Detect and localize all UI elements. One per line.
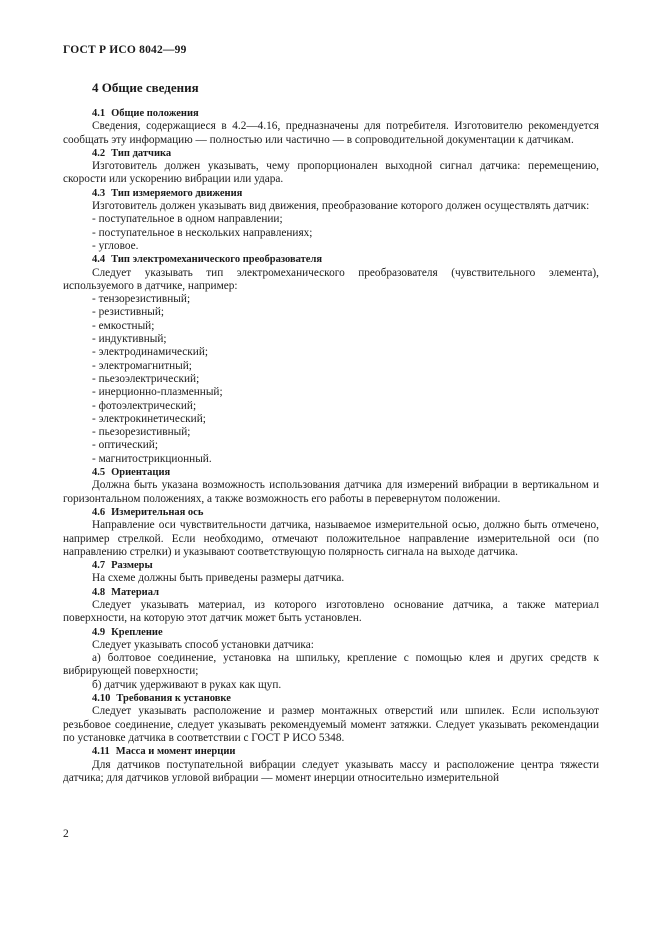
section-title: Крепление [111,626,163,638]
section-number: 4.8 [92,586,106,598]
list-item: - поступательное в нескольких направлениях; [92,226,313,239]
section-title: Масса и момент инерции [115,746,236,758]
list-item: - электродинамический; [92,346,209,359]
section-number: 4.6 [92,506,106,518]
paragraph: Должна быть указана возможность использования датчика для измерений вибрации в вертикальном и горизонтальном положениях, а также возможность его работы в перевернутом положении. [63,479,599,505]
paragraph: Направление оси чувствительности датчика, называемое измерительной осью, должно быть отмечено, например стрелкой. Если необходимо, отмечают положительное направление измерительной оси (по направлению стрелки) и указывают соответствующую полярность сигнала на выходе датчика. [63,519,599,558]
paragraph: б) датчик удерживают в руках как щуп. [92,678,282,691]
section-title: Общие положения [111,108,199,119]
paragraph: Следует указывать материал, из которого изготовлено основание датчика, а также материал поверхности, на которую этот датчик может быть установлен. [63,598,599,625]
chapter-title: 4 Общие сведения [92,80,199,95]
section-heading [63,147,599,160]
paragraph: Следует указывать расположение и размер монтажных отверстий или шпилек. Если используют резьбовое соединение, следует указывать рекомендуемый момент затяжки. Следует указывать рекомендации по установке датчика в соответствии с ГОСТ Р ИСО 5348. [63,705,599,744]
section-heading [63,745,599,758]
section-number: 4.3 [92,187,106,199]
paragraph: Изготовитель должен указывать вид движения, преобразование которого должен осуществлять датчик: [92,200,590,213]
section-heading [63,559,599,572]
list-item: - инерционно-плазменный; [92,386,223,399]
list-item: - индуктивный; [92,333,167,346]
section-title: Размеры [111,560,153,572]
section-title: Требования к установке [116,693,231,705]
section-number: 4.1 [92,108,106,119]
section-title: Измерительная ось [111,506,204,518]
section-number: 4.4 [92,254,106,266]
paragraph: Изготовитель должен указывать, чему пропорционален выходной сигнал датчика: перемещению, скорости или ускорению вибрации или удара. [63,160,599,186]
section-heading [63,187,599,200]
paragraph: Сведения, содержащиеся в 4.2—4.16, предназначены для потребителя. Изготовителю рекомендуется сообщать эту информацию — полностью или частично — в сопроводительной документации к датчикам. [63,120,599,146]
paragraph: Следует указывать тип электромеханического преобразователя (чувствительного элемента), используемого в датчике, например: [63,266,599,292]
section-title: Тип измеряемого движения [111,187,243,199]
section-number: 4.2 [92,147,106,159]
list-item: - угловое. [92,239,139,252]
section-heading [63,626,599,639]
page-number: 2 [63,828,69,840]
list-item: - магнитострикционный. [92,452,212,465]
section-number: 4.7 [92,560,106,572]
list-item: - емкостный; [92,319,155,332]
list-item: - электромагнитный; [92,359,192,372]
section-title: Тип датчика [111,147,172,159]
list-item: - пьезоэлектрический; [92,372,200,385]
list-item: - резистивный; [92,306,165,319]
section-heading [63,107,599,120]
section-heading [63,692,599,705]
list-item: - фотоэлектрический; [92,399,197,412]
section-title: Ориентация [111,467,171,479]
list-item: - пьезорезистивный; [92,426,191,439]
section-heading [63,253,599,266]
section-title: Тип электромеханического преобразователя [111,254,323,266]
paragraph: Для датчиков поступательной вибрации следует указывать массу и расположение центра тяжести датчика; для датчиков угловой вибрации — момент инерции относительно измерительной [63,758,599,784]
paragraph: а) болтовое соединение, установка на шпильку, крепление с помощью клея и других средств к вибрирующей поверхности; [63,652,599,678]
list-item: - поступательное в одном направлении; [92,213,283,226]
list-item: - оптический; [92,439,158,452]
document-body [63,107,599,785]
section-number: 4.10 [92,693,111,705]
section-heading [63,506,599,519]
section-number: 4.9 [92,626,106,638]
list-item: - электрокинетический; [92,412,206,425]
section-heading [63,466,599,479]
paragraph: На схеме должны быть приведены размеры датчика. [92,572,345,585]
list-item: - тензорезистивный; [92,293,191,306]
section-number: 4.11 [92,746,110,758]
section-number: 4.5 [92,467,106,479]
section-title: Материал [111,586,159,598]
document-header: ГОСТ Р ИСО 8042—99 [63,44,187,56]
section-heading [63,586,599,599]
paragraph: Следует указывать способ установки датчика: [92,638,314,651]
